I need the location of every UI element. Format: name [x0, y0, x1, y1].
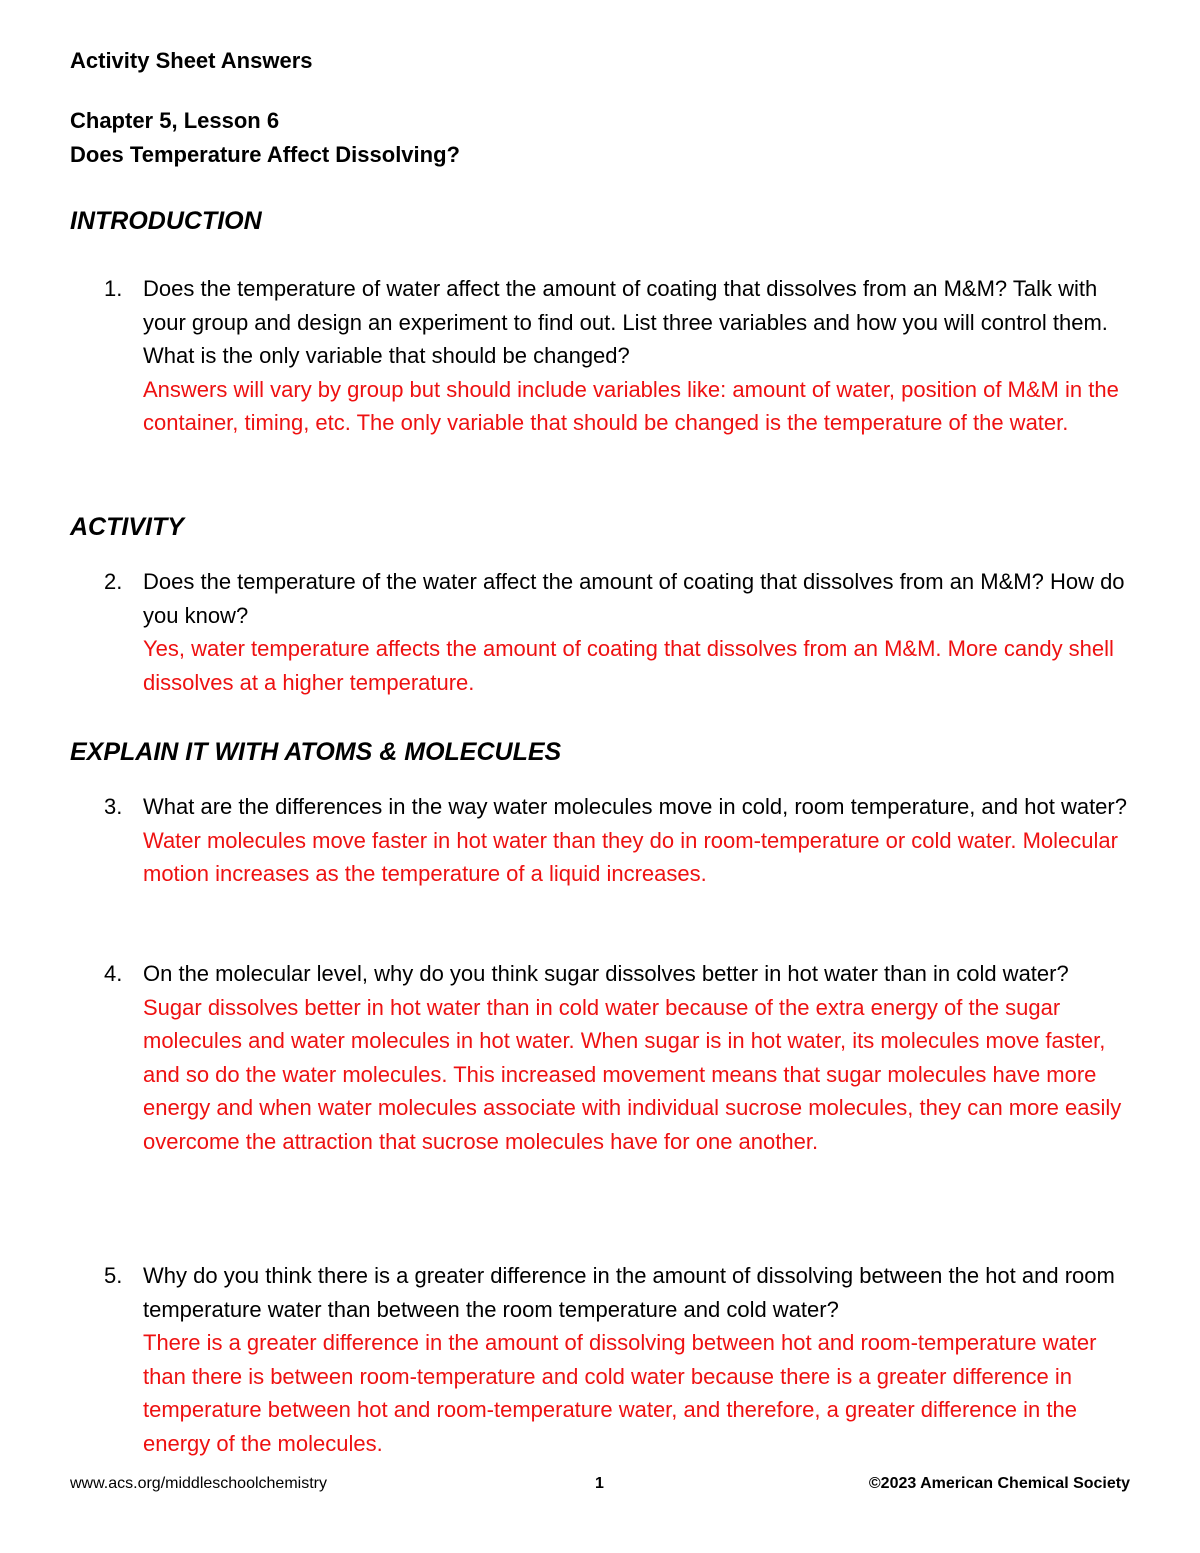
answer-text: Sugar dissolves better in hot water than in cold water because of the extra energy of the sugar molecules and water molecules in hot water. When sugar is in hot water, its molecules move faster, and so do the water molecules. This increased movement means that sugar molecules have more energy and when water molecules associate with individual sucrose molecules, they can more easily overcome the attraction that sucrose molecules have for one another. — [143, 994, 1122, 1154]
section-heading-explain: EXPLAIN IT WITH ATOMS & MOLECULES — [70, 738, 562, 766]
question-item-5 — [104, 1259, 1134, 1460]
question-item-3 — [104, 790, 1134, 891]
section-heading-introduction: INTRODUCTION — [70, 207, 262, 235]
answer-text: Water molecules move faster in hot water than they do in room-temperature or cold water. Molecular motion increases as the temperature of a liquid increases. — [143, 827, 1118, 886]
document-title: Activity Sheet Answers — [70, 48, 313, 73]
section-heading-activity: ACTIVITY — [70, 513, 184, 541]
copyright-notice: ©2023 American Chemical Society — [868, 1475, 1130, 1492]
chapter-label: Chapter 5, Lesson 6 — [70, 108, 280, 133]
question-text: What are the differences in the way water molecules move in cold, room temperature, and hot water? — [143, 794, 1127, 819]
chapter-heading — [70, 104, 460, 172]
question-number: 5. — [104, 1263, 123, 1288]
answer-text: Answers will vary by group but should include variables like: amount of water, position of M&M in the container, timing, etc. The only variable that should be changed is the temperature of the water. — [143, 376, 1119, 435]
question-text: Why do you think there is a greater difference in the amount of dissolving between the hot and room temperature water than between the room temperature and cold water? — [143, 1263, 1115, 1322]
question-item-4 — [104, 957, 1134, 1158]
lesson-title: Does Temperature Affect Dissolving? — [70, 142, 460, 167]
answer-text: Yes, water temperature affects the amount of coating that dissolves from an M&M. More candy shell dissolves at a higher temperature. — [143, 636, 1114, 695]
question-text: Does the temperature of the water affect the amount of coating that dissolves from an M&M? How do you know? — [143, 569, 1125, 628]
question-number: 4. — [104, 961, 123, 986]
question-text: On the molecular level, why do you think sugar dissolves better in hot water than in cold water? — [143, 961, 1069, 986]
page-number: 1 — [595, 1475, 604, 1492]
question-number: 1. — [104, 276, 123, 301]
question-text: Does the temperature of water affect the amount of coating that dissolves from an M&M? Talk with your group and design an experiment to find out. List three variables and how you will control them. What is the only variable that should be changed? — [143, 276, 1108, 368]
question-number: 3. — [104, 794, 123, 819]
question-item-1 — [104, 272, 1134, 440]
question-number: 2. — [104, 569, 123, 594]
footer-url-link[interactable]: www.acs.org/middleschoolchemistry — [70, 1475, 327, 1492]
answer-text: There is a greater difference in the amount of dissolving between hot and room-temperature water than there is between room-temperature and cold water because there is a greater difference in temperature between hot and room-temperature water, and therefore, a greater difference in the energy of the molecules. — [143, 1330, 1097, 1456]
question-item-2 — [104, 565, 1134, 699]
